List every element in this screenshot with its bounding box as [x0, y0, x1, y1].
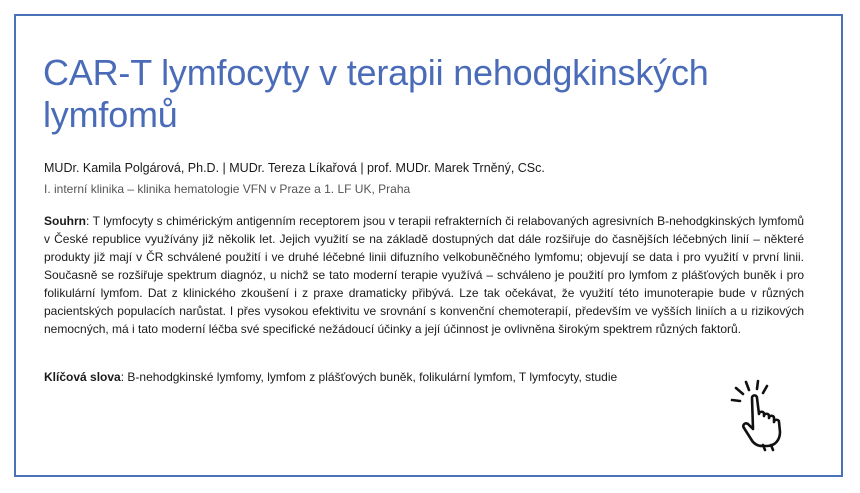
keywords-text: B-nehodgkinské lymfomy, lymfom z plášťových buněk, folikulární lymfom, T lymfocyty, studie [127, 370, 618, 384]
keywords-paragraph [44, 368, 804, 386]
author-list: MUDr. Kamila Polgárová, Ph.D. | MUDr. Tereza Líkařová | prof. MUDr. Marek Trněný, CSc. [44, 161, 545, 175]
abstract-text: T lymfocyty s chimérickým antigenním receptorem jsou v terapii refrakterních či relabovaných agresivních B-nehodgkinských lymfomů v České republice využívány již několik let. Jejich využití se na základě dostupných dat dále rozšiřuje do časnějších léčebných linií – některé produkty již mají v ČR schválené použití i ve druhé léčebné linii difuzního velkobuněčného lymfomu; objevují se data i pro využití v první linii. Současně se rozšiřuje spektrum diagnóz, u nichž se tato moderní terapie využívá – schváleno je použití pro lymfom z plášťových buněk i pro folikulární lymfom. Dat z klinického zkoušení i z praxe dramaticky přibývá. Lze tak očekávat, že využití této imunoterapie bude v různých pacientských populacích narůstat. I přes vysokou efektivitu ve srovnání s konvenční chemoterapií, především ve vyšších liniích a u rizikových nemocných, má i tato moderní léčba své specifické nežádoucí účinky a její účinnost je ovlivněna širokým spektrem různých faktorů. [44, 214, 805, 336]
document-frame [14, 14, 843, 477]
keywords-label: Klíčová slova [44, 370, 121, 384]
keywords-separator: : [120, 370, 128, 384]
abstract-label: Souhrn [44, 214, 86, 228]
affiliation: I. interní klinika – klinika hematologie VFN v Praze a 1. LF UK, Praha [44, 182, 411, 196]
abstract-paragraph [44, 212, 804, 338]
abstract-separator: : [86, 214, 93, 228]
article-title: CAR-T lymfocyty v terapii nehodgkinských lymfomů [43, 52, 709, 135]
hand-tap-icon[interactable] [722, 376, 798, 452]
